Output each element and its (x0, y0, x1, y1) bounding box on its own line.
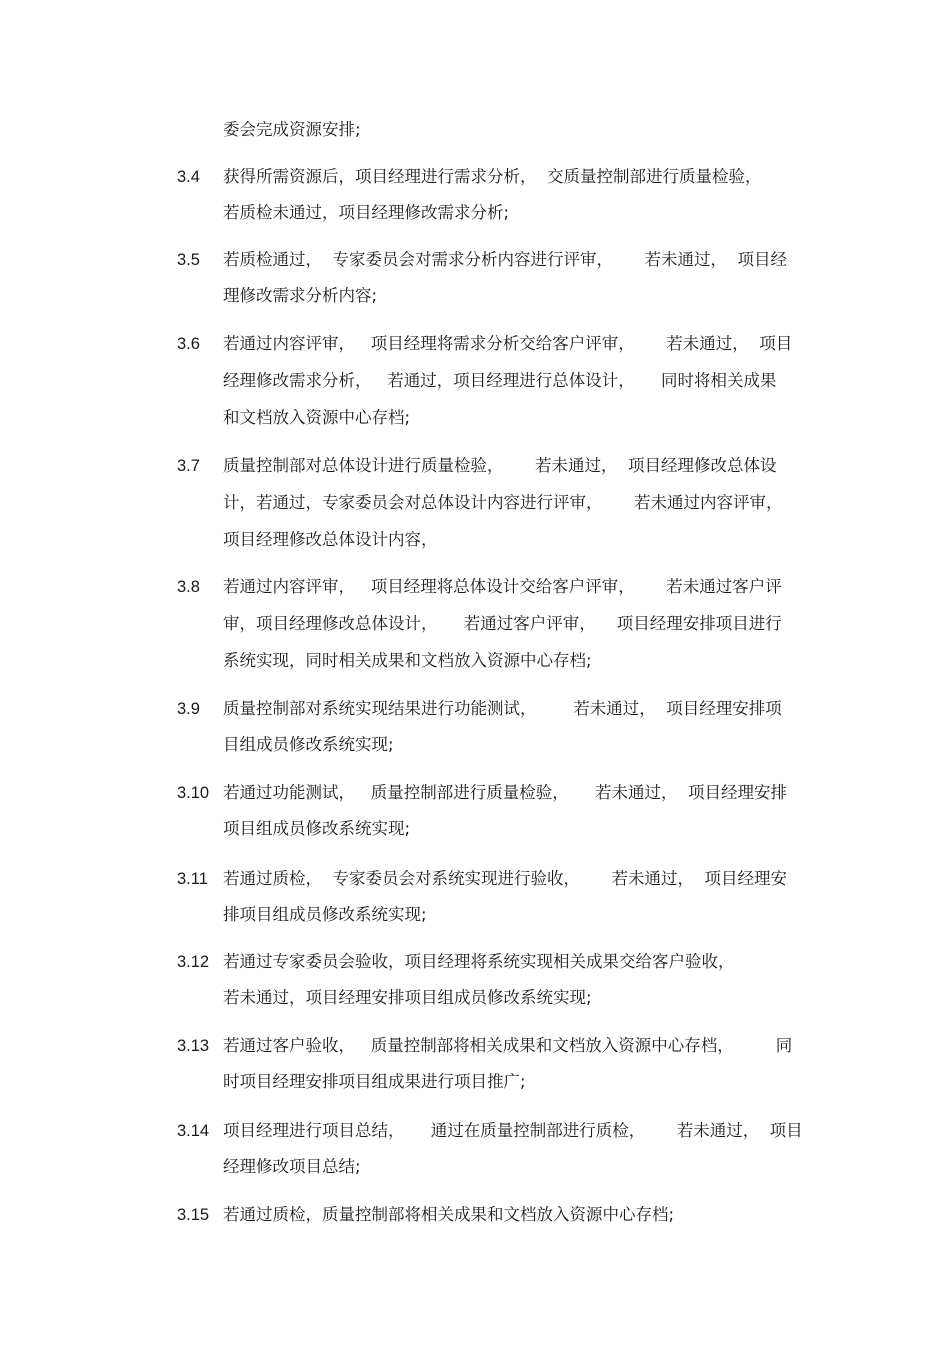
item-text-line: 若通过专家委员会验收，项目经理将系统实现相关成果交给客户验收， (223, 952, 735, 971)
item-number: 3.4 (177, 168, 200, 186)
item-number: 3.6 (177, 335, 200, 353)
item-text-line: 若通过内容评审， 项目经理将需求分析交给客户评审， 若未通过， 项目 (223, 334, 793, 353)
item-number: 3.12 (177, 953, 210, 971)
item-text-line: 时项目经理安排项目组成果进行项目推广; (223, 1072, 526, 1091)
item-text-line: 质量控制部对系统实现结果进行功能测试， 若未通过， 项目经理安排项 (223, 699, 782, 718)
item-number: 3.10 (177, 784, 210, 802)
item-text-line: 质量控制部对总体设计进行质量检验， 若未通过， 项目经理修改总体设 (223, 456, 777, 475)
item-number: 3.14 (177, 1122, 210, 1140)
item-text-line: 若未通过，项目经理安排项目组成员修改系统实现; (223, 988, 592, 1007)
item-text-line: 理修改需求分析内容; (223, 286, 378, 305)
item-text-line: 经理修改项目总结; (223, 1157, 361, 1176)
item-text-line: 若通过功能测试， 质量控制部进行质量检验， 若未通过， 项目经理安排 (223, 783, 787, 802)
item-text-line: 若质检未通过，项目经理修改需求分析; (223, 203, 510, 222)
item-text-line: 排项目组成员修改系统实现; (223, 905, 427, 924)
item-number: 3.11 (177, 870, 208, 888)
item-text-line: 若通过质检，质量控制部将相关成果和文档放入资源中心存档; (223, 1205, 675, 1224)
item-number: 3.15 (177, 1206, 210, 1224)
item-number: 3.9 (177, 700, 200, 718)
item-text-line: 若质检通过， 专家委员会对需求分析内容进行评审， 若未通过， 项目经 (223, 250, 787, 269)
item-text-line: 获得所需资源后，项目经理进行需求分析， 交质量控制部进行质量检验， (223, 167, 762, 186)
item-text-line: 项目经理进行项目总结， 通过在质量控制部进行质检， 若未通过， 项目 (223, 1121, 803, 1140)
item-text-line: 计，若通过，专家委员会对总体设计内容进行评审， 若未通过内容评审， (223, 493, 783, 512)
item-text-line: 目组成员修改系统实现; (223, 735, 394, 754)
item-text-line: 审，项目经理修改总体设计， 若通过客户评审， 项目经理安排项目进行 (223, 614, 782, 633)
intro-line: 委会完成资源安排; (223, 120, 361, 139)
item-number: 3.13 (177, 1037, 210, 1055)
item-text-line: 若通过内容评审， 项目经理将总体设计交给客户评审， 若未通过客户评 (223, 577, 782, 596)
item-number: 3.8 (177, 578, 200, 596)
item-text-line: 项目经理修改总体设计内容， (223, 530, 438, 549)
item-number: 3.7 (177, 457, 200, 475)
item-number: 3.5 (177, 251, 200, 269)
item-text-line: 系统实现，同时相关成果和文档放入资源中心存档; (223, 651, 592, 670)
item-text-line: 若通过客户验收， 质量控制部将相关成果和文档放入资源中心存档， 同 (223, 1036, 793, 1055)
item-text-line: 若通过质检， 专家委员会对系统实现进行验收， 若未通过， 项目经理安 (223, 869, 787, 888)
item-text-line: 经理修改需求分析， 若通过，项目经理进行总体设计， 同时将相关成果 (223, 371, 777, 390)
item-text-line: 和文档放入资源中心存档; (223, 408, 411, 427)
item-text-line: 项目组成员修改系统实现; (223, 819, 411, 838)
